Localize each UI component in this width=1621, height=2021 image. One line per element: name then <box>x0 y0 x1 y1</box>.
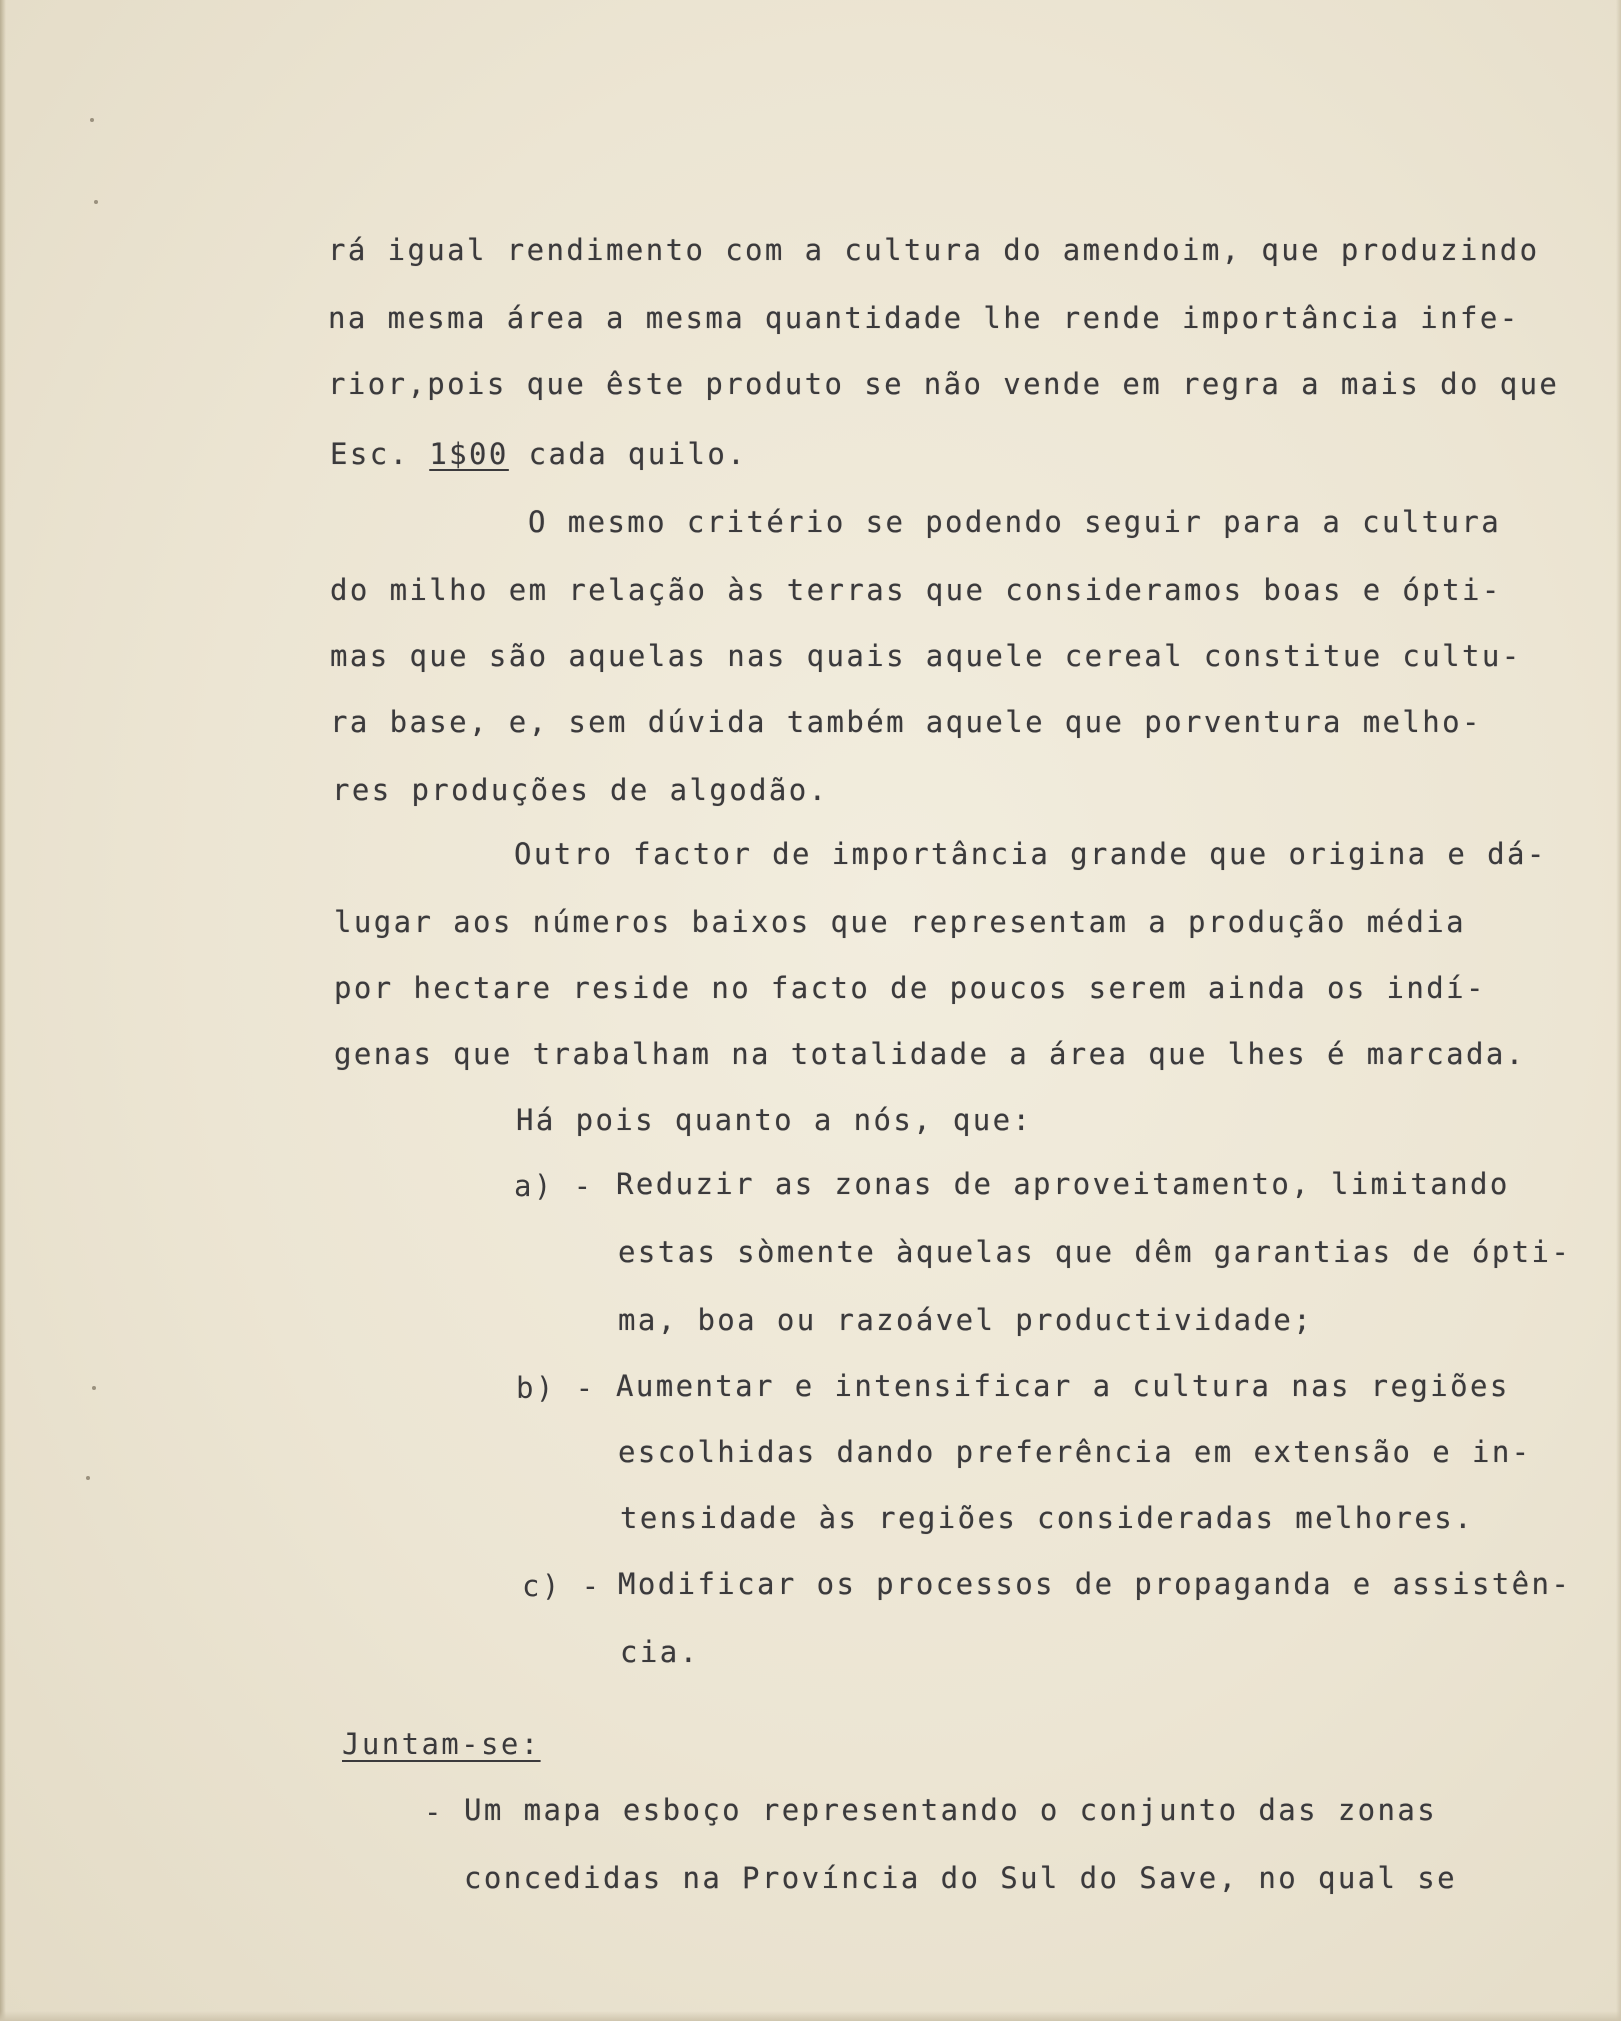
text-line: O mesmo critério se podendo seguir para a cultura <box>528 505 1502 539</box>
page-left-edge <box>0 0 6 2021</box>
paper-speck <box>92 1386 96 1390</box>
list-intro: Há pois quanto a nós, que: <box>516 1103 1033 1137</box>
paper-speck <box>94 200 98 204</box>
page-right-edge <box>1616 0 1621 2021</box>
text-line: Outro factor de importância grande que origina e dá- <box>514 837 1547 871</box>
list-marker-c: c) - <box>522 1569 602 1603</box>
text-line: por hectare reside no facto de poucos serem ainda os indí- <box>334 971 1486 1005</box>
list-marker-a: a) - <box>514 1169 594 1203</box>
page-bottom-edge <box>0 2011 1621 2021</box>
list-item-c-line: cia. <box>620 1635 700 1669</box>
attachments-heading: Juntam-se: <box>342 1727 541 1761</box>
text-line: genas que trabalham na totalidade a área que lhes é marcada. <box>334 1037 1526 1071</box>
text-line: rá igual rendimento com a cultura do amendoim, que produzindo <box>328 233 1540 267</box>
list-item-b-line: tensidade às regiões consideradas melhores. <box>620 1501 1474 1535</box>
underlined-amount: 1$00 <box>429 437 509 471</box>
list-item-a-line: estas sòmente àquelas que dêm garantias de ópti- <box>618 1235 1572 1269</box>
text-line: na mesma área a mesma quantidade lhe rende importância infe- <box>328 301 1520 335</box>
text-line: ra base, e, sem dúvida também aquele que porventura melho- <box>330 705 1482 739</box>
list-item-c-line: Modificar os processos de propaganda e assistên- <box>618 1567 1572 1601</box>
text-line: lugar aos números baixos que representam a produção média <box>334 905 1466 939</box>
attachment-line: Um mapa esboço representando o conjunto das zonas <box>464 1793 1438 1827</box>
amount-suffix: cada quilo. <box>508 437 748 471</box>
text-line: mas que são aquelas nas quais aquele cereal constitue cultu- <box>330 639 1522 673</box>
list-item-a-line: Reduzir as zonas de aproveitamento, limitando <box>616 1167 1510 1201</box>
list-item-a-line: ma, boa ou razoável productividade; <box>618 1303 1314 1337</box>
text-line: do milho em relação às terras que consideramos boas e ópti- <box>330 573 1502 607</box>
text-line: res produções de algodão. <box>332 773 829 807</box>
paper-speck <box>86 1476 90 1480</box>
text-line: rior,pois que êste produto se não vende em regra a mais do que <box>328 367 1560 401</box>
list-marker-b: b) - <box>516 1371 596 1405</box>
text-line-amount <box>330 436 747 472</box>
paper-speck <box>90 118 94 122</box>
list-item-b-line: Aumentar e intensificar a cultura nas regiões <box>616 1369 1510 1403</box>
currency-prefix: Esc. <box>330 437 430 471</box>
list-item-b-line: escolhidas dando preferência em extensão e in- <box>618 1435 1532 1469</box>
attachment-marker: - <box>424 1795 444 1829</box>
attachment-line: concedidas na Província do Sul do Save, no qual se <box>464 1861 1457 1895</box>
